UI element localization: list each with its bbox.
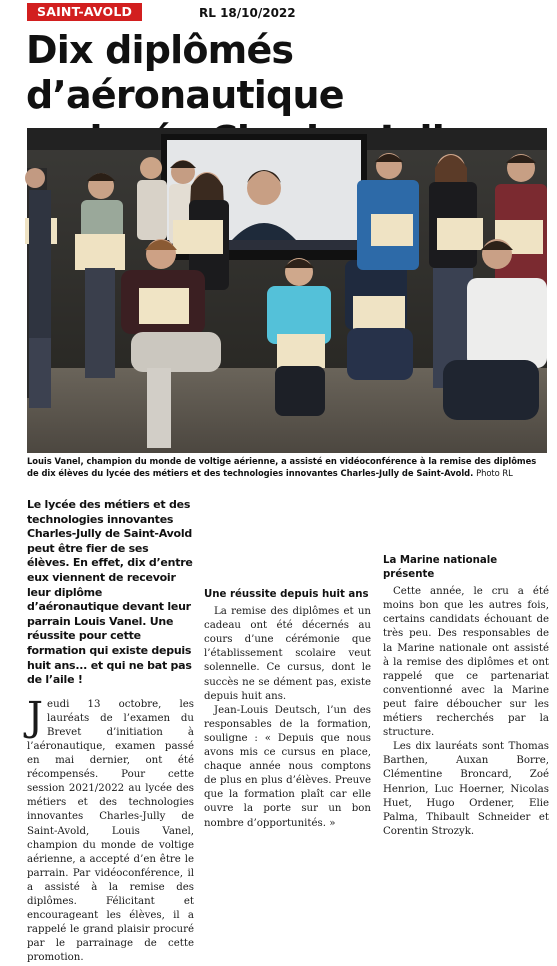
photo-credit: Photo RL <box>476 467 513 478</box>
article-chapo: Le lycée des métiers et des technologies innovantes Charles-Jully de Saint-Avold peut être fier de ses élèves. En effet, dix d’entre eux viennent de recevoir leur diplôme d’aéronautique devant leur parrain Louis Vanel. Une réussite pour cette formation qui existe depuis huit ans... et qui ne bat pas de l’aile ! <box>27 498 193 687</box>
column-3 <box>383 498 549 839</box>
column-2 <box>204 498 371 831</box>
subhead-success: Une réussite depuis huit ans <box>204 589 369 600</box>
article-lead <box>27 693 194 966</box>
article-photo <box>27 128 547 453</box>
page-header <box>27 3 557 23</box>
column-1 <box>27 498 194 966</box>
subhead-marine: La Marine nationale présente <box>383 555 498 581</box>
photo-caption <box>27 456 549 479</box>
caption-text: Louis Vanel, champion du monde de voltige aérienne, a assisté en vidéoconférence à la remise des diplômes de dix élèves du lycée des métiers et des technologies innovantes Charles-Jully de Saint-Avold. <box>27 456 537 478</box>
headline-line-1: Dix diplômés d’aéronautique <box>26 28 344 117</box>
source-date-note: RL 18/10/2022 <box>199 6 296 20</box>
lead-text: eudi 13 octobre, les lauréats de l’examen du Brevet d’initiation à l’aéronautique, examen passé en mai dernier, ont été récompensés. Pour cette session 2021/2022 au lycée des métiers et des technologies innovantes Charles-Jully de Saint-Avold, Louis Vanel, champion du monde de voltige aérienne, a accepté d’en être le parrain. Par vidéoconférence, il a assisté à la remise des diplômes. Félicitant et encourageant les élèves, il a rappelé le grand plaisir procuré par le parrainage de cette promotion. <box>27 698 194 964</box>
paragraph-ceremony: La remise des diplômes et un cadeau ont été décernés au cours d’une cérémonie que l’établissement scolaire veut solennelle. Ce cursus, dont le succès ne se dément pas, existe depuis huit ans. <box>204 606 371 702</box>
paragraph-marine: Cette année, le cru a été moins bon que les autres fois, certains candidats échouant de très peu. Des responsables de la Marine nationale ont assisté à la remise des diplômes et ont rappelé que ce partenariat conventionné avec la Marine peut faire déboucher sur les métiers recherchés par la structure. <box>383 586 549 739</box>
paragraph-deutsch: Jean-Louis Deutsch, l’un des responsables de la formation, souligne : « Depuis que nous avons mis ce cursus en place, chaque année nous comptons de plus en plus d’élèves. Preuve que la formation plaît car elle ouvre la porte sur un bon nombre d’opportunités. » <box>204 704 371 829</box>
paragraph-laureates: Les dix lauréats sont Thomas Barthen, Auxan Borre, Clémentine Broncard, Zoé Henrion, Luc Hoerner, Nicolas Huet, Hugo Ordener, Elie Palma, Thibault Schneider et Corentin Strozyk. <box>383 741 549 837</box>
section-tag: SAINT-AVOLD <box>27 3 142 21</box>
drop-cap: J <box>27 693 44 740</box>
